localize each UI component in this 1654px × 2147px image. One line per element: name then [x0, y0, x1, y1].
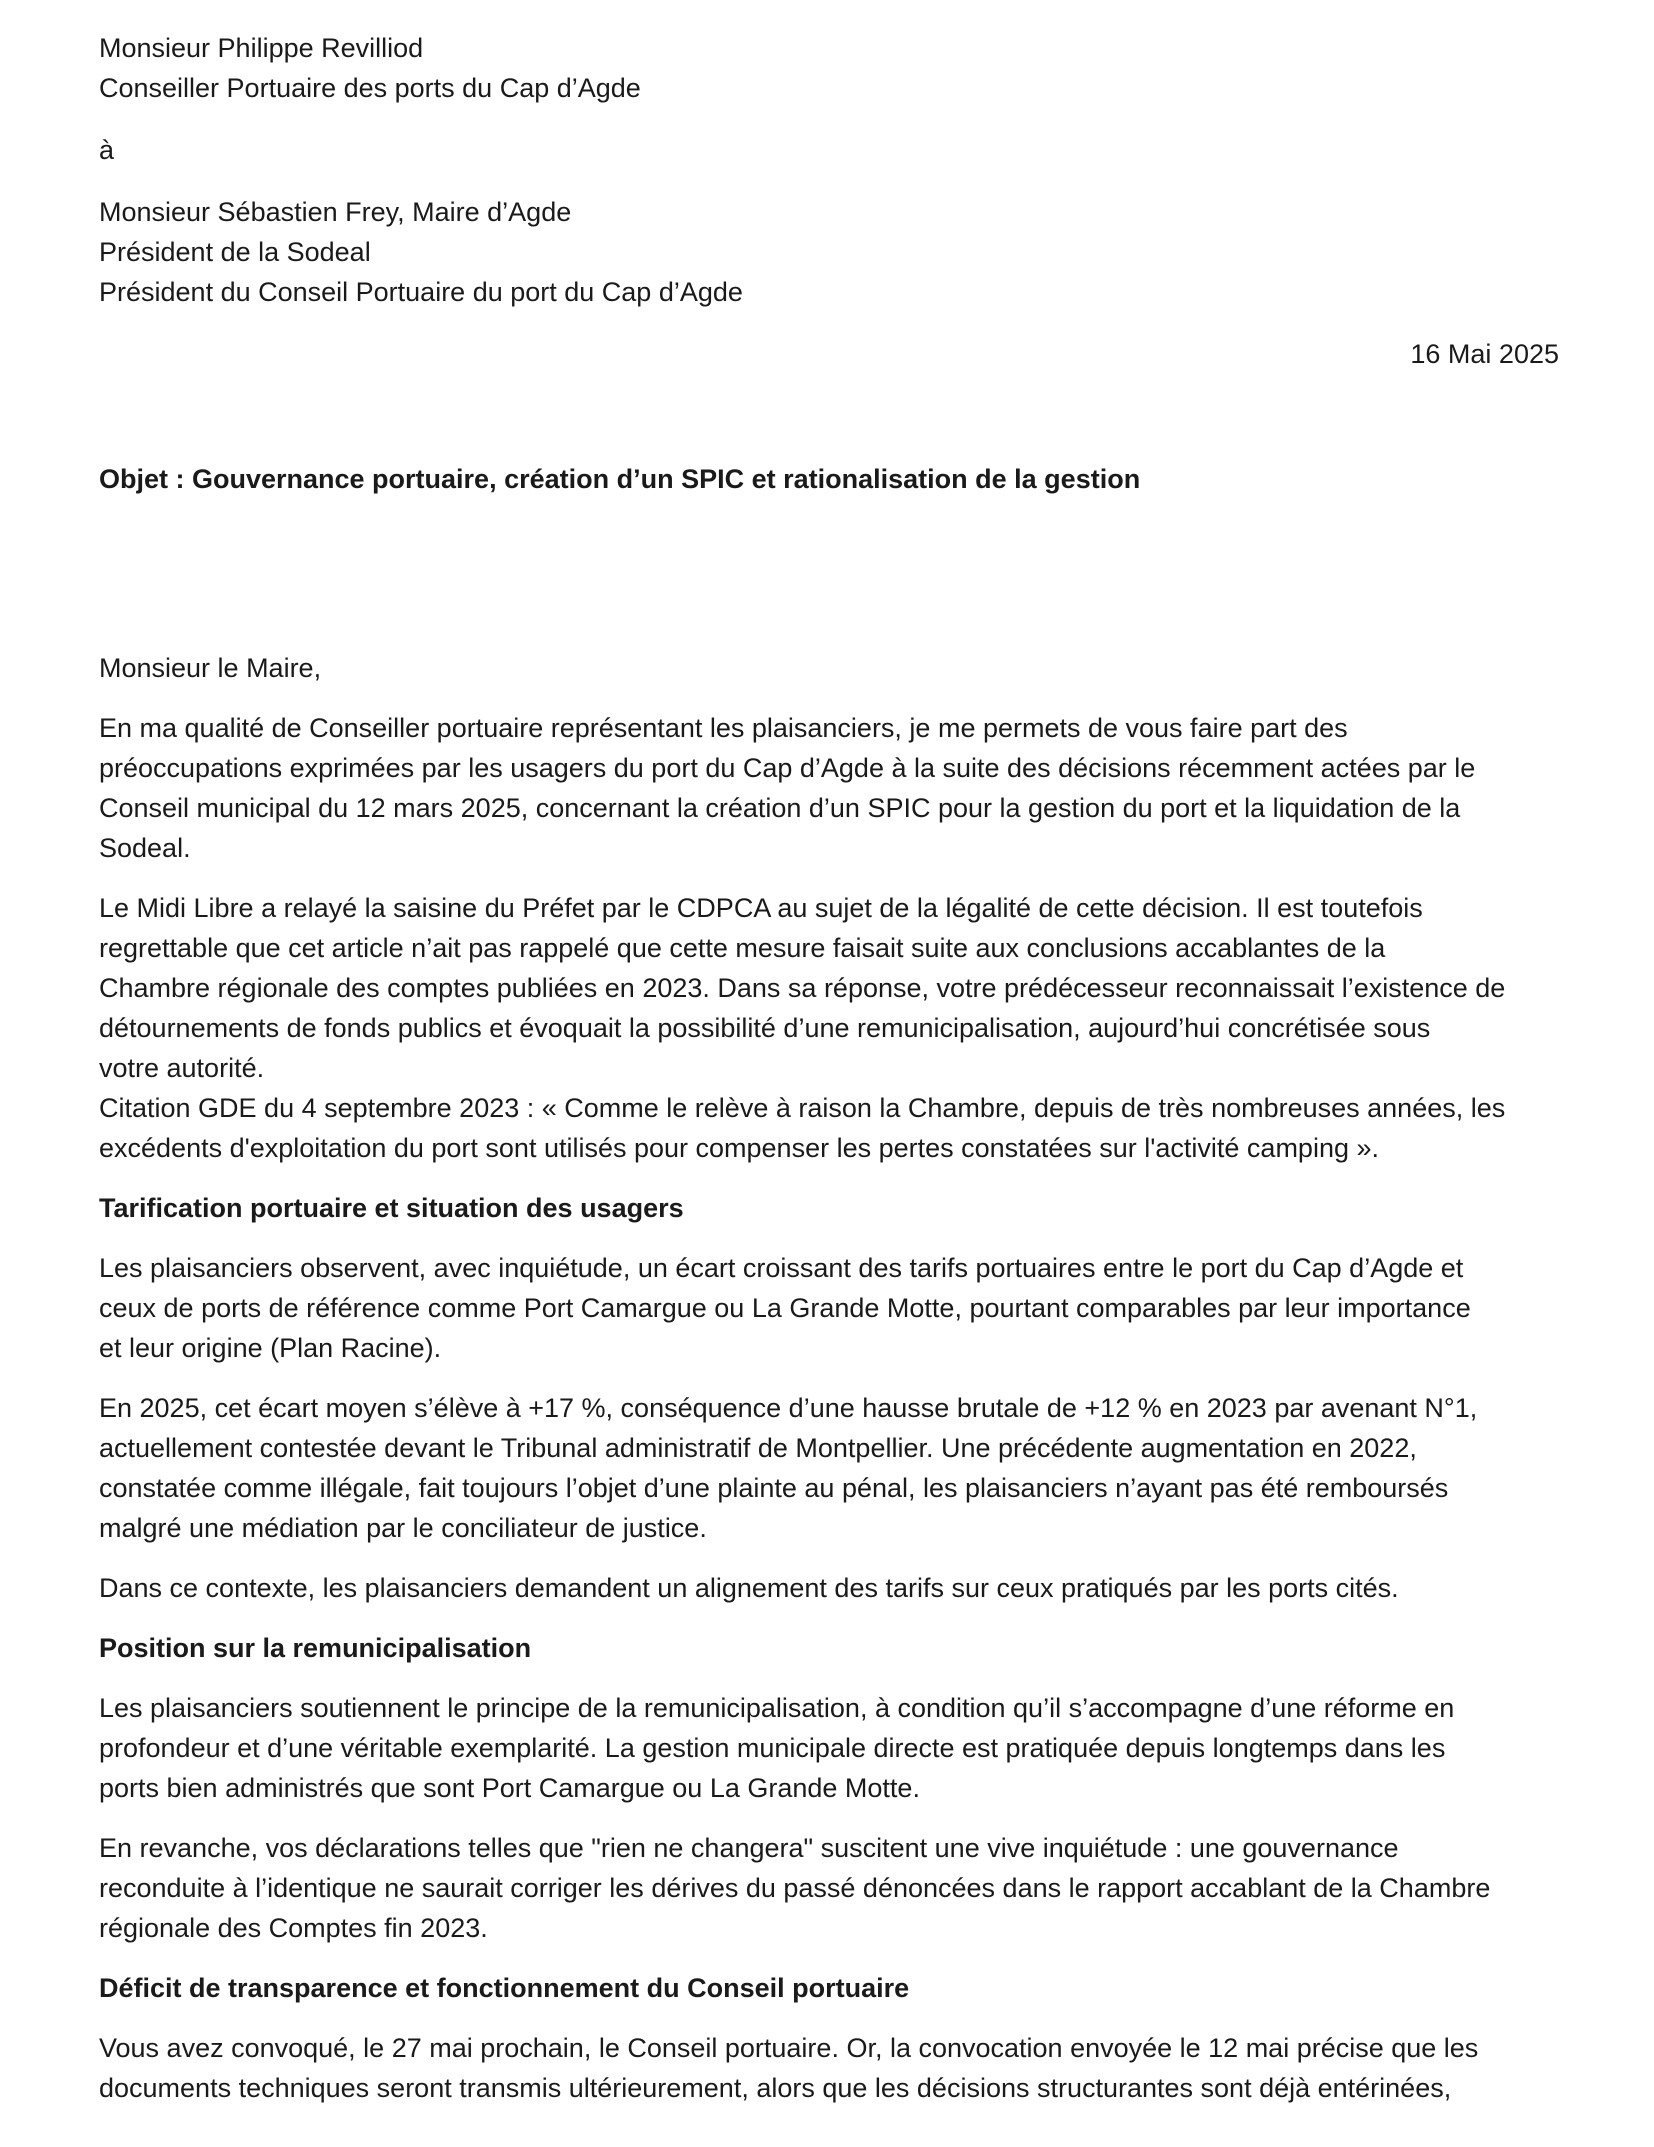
to-word: à	[99, 135, 115, 165]
recipient-role-2: Président du Conseil Portuaire du port du Cap d’Agde	[99, 277, 743, 307]
letter-body	[99, 648, 1559, 2128]
section-heading-tarification: Tarification portuaire et situation des usagers	[99, 1193, 684, 1223]
paragraph-7	[99, 1828, 1559, 1948]
paragraph-3	[99, 1248, 1559, 1368]
text-line: et leur origine (Plan Racine).	[99, 1333, 442, 1363]
letter-subject: Objet : Gouvernance portuaire, création d’un SPIC et rationalisation de la gestion	[99, 464, 1141, 494]
text-line: En 2025, cet écart moyen s’élève à +17 %, conséquence d’une hausse brutale de +12 % en 2023 par avenant N°1,	[99, 1393, 1478, 1423]
sender-name: Monsieur Philippe Revilliod	[99, 33, 424, 63]
sender-role: Conseiller Portuaire des ports du Cap d’Agde	[99, 73, 641, 103]
paragraph-8	[99, 2028, 1559, 2108]
text-line: Vous avez convoqué, le 27 mai prochain, le Conseil portuaire. Or, la convocation envoyée le 12 mai précise que les	[99, 2033, 1479, 2063]
text-line: En revanche, vos déclarations telles que "rien ne changera" suscitent une vive inquiétude : une gouvernance	[99, 1833, 1399, 1863]
recipient-name: Monsieur Sébastien Frey, Maire d’Agde	[99, 197, 572, 227]
recipient-role-1: Président de la Sodeal	[99, 237, 371, 267]
address-block	[99, 28, 1559, 312]
text-line: régionale des Comptes fin 2023.	[99, 1913, 488, 1943]
paragraph-6	[99, 1688, 1559, 1808]
letter-date: 16 Mai 2025	[1410, 339, 1559, 369]
paragraph-1	[99, 708, 1559, 868]
text-line: excédents d'exploitation du port sont utilisés pour compenser les pertes constatées sur l'activité camping ».	[99, 1133, 1379, 1163]
text-line: actuellement contestée devant le Tribunal administratif de Montpellier. Une précédente augmentation en 2022,	[99, 1433, 1417, 1463]
text-line: ceux de ports de référence comme Port Camargue ou La Grande Motte, pourtant comparables par leur importance	[99, 1293, 1471, 1323]
text-line: En ma qualité de Conseiller portuaire représentant les plaisanciers, je me permets de vous faire part des	[99, 713, 1348, 743]
text-line: Conseil municipal du 12 mars 2025, concernant la création d’un SPIC pour la gestion du port et la liquidation de la	[99, 793, 1461, 823]
paragraph-5	[99, 1568, 1559, 1608]
text-line: documents techniques seront transmis ultérieurement, alors que les décisions structurantes sont déjà entérinées,	[99, 2073, 1452, 2103]
section-heading-transparence: Déficit de transparence et fonctionnement du Conseil portuaire	[99, 1973, 910, 2003]
text-line: malgré une médiation par le conciliateur de justice.	[99, 1513, 707, 1543]
text-line: Dans ce contexte, les plaisanciers demandent un alignement des tarifs sur ceux pratiqués par les ports cités.	[99, 1573, 1399, 1603]
text-line: constatée comme illégale, fait toujours l’objet d’une plainte au pénal, les plaisanciers n’ayant pas été remboursés	[99, 1473, 1449, 1503]
paragraph-4	[99, 1388, 1559, 1548]
text-line: détournements de fonds publics et évoquait la possibilité d’une remunicipalisation, aujourd’hui concrétisée sous	[99, 1013, 1431, 1043]
spacer	[99, 108, 1559, 130]
paragraph-2	[99, 888, 1559, 1168]
text-line: préoccupations exprimées par les usagers du port du Cap d’Agde à la suite des décisions récemment actées par le	[99, 753, 1476, 783]
text-line: profondeur et d’une véritable exemplarité. La gestion municipale directe est pratiquée depuis longtemps dans les	[99, 1733, 1446, 1763]
text-line: Les plaisanciers soutiennent le principe de la remunicipalisation, à condition qu’il s’accompagne d’une réforme en	[99, 1693, 1455, 1723]
text-line: Citation GDE du 4 septembre 2023 : « Comme le relève à raison la Chambre, depuis de très nombreuses années, les	[99, 1093, 1506, 1123]
section-heading-remunicipalisation: Position sur la remunicipalisation	[99, 1633, 532, 1663]
text-line: Sodeal.	[99, 833, 191, 863]
text-line: reconduite à l’identique ne saurait corriger les dérives du passé dénoncées dans le rapport accablant de la Chambre	[99, 1873, 1491, 1903]
text-line: regrettable que cet article n’ait pas rappelé que cette mesure faisait suite aux conclusions accablantes de la	[99, 933, 1386, 963]
spacer	[99, 170, 1559, 192]
text-line: ports bien administrés que sont Port Camargue ou La Grande Motte.	[99, 1773, 920, 1803]
text-line: Le Midi Libre a relayé la saisine du Préfet par le CDPCA au sujet de la légalité de cette décision. Il est toutefois	[99, 893, 1423, 923]
text-line: Chambre régionale des comptes publiées en 2023. Dans sa réponse, votre prédécesseur reconnaissait l’existence de	[99, 973, 1506, 1003]
text-line: Les plaisanciers observent, avec inquiétude, un écart croissant des tarifs portuaires entre le port du Cap d’Agde et	[99, 1253, 1464, 1283]
text-line: votre autorité.	[99, 1053, 265, 1083]
salutation: Monsieur le Maire,	[99, 653, 322, 683]
